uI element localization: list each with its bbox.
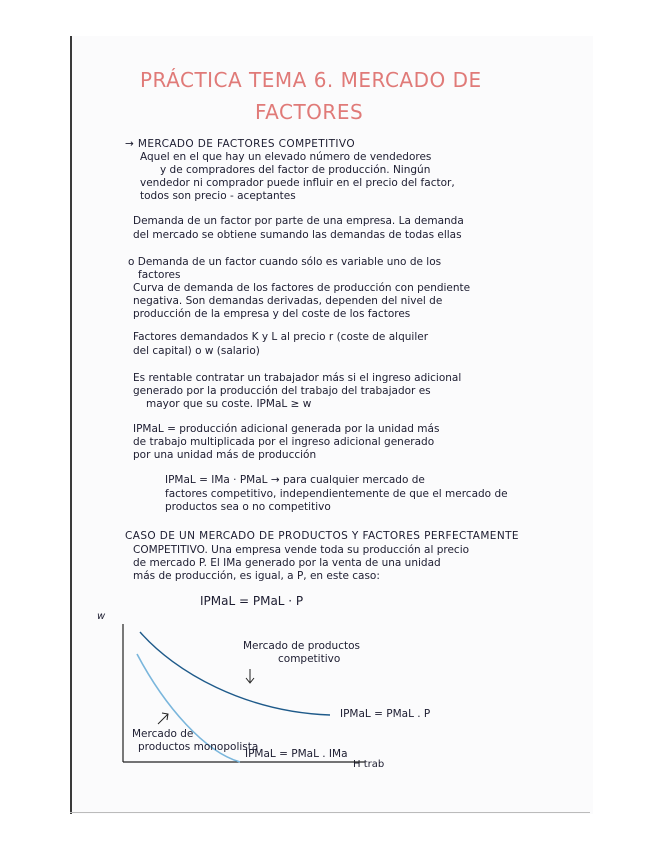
page-left-edge [70,36,72,814]
text-line: COMPETITIVO. Una empresa vende toda su producción al precio [133,544,470,556]
text-line: producción de la empresa y del coste de los factores [133,308,411,320]
x-axis-label: H trab [353,759,385,770]
text-line: del capital) o w (salario) [133,345,260,357]
text-line: del mercado se obtiene sumando las demandas de todas ellas [133,229,462,241]
text-line: Es rentable contratar un trabajador más si el ingreso adicional [133,372,462,384]
text-line: mayor que su coste. IPMaL ≥ w [146,398,312,410]
text-line: y de compradores del factor de producción. Ningún [160,164,431,176]
text-line: factores competitivo, independientemente de que el mercado de [165,488,508,500]
text-line: por una unidad más de producción [133,449,317,461]
text-line: de mercado P. El IMa generado por la venta de una unidad [133,557,441,569]
text-line: más de producción, es igual, a P, en este caso: [133,570,380,582]
formula-ipmal: IPMaL = PMaL · P [200,594,304,608]
text-line: o Demanda de un factor cuando sólo es variable uno de los [128,256,442,268]
text-line: Curva de demanda de los factores de producción con pendiente [133,282,471,294]
y-axis-label: w [97,611,106,622]
section-heading-competitive-market: → MERCADO DE FACTORES COMPETITIVO [125,138,355,150]
annotation-competitive-2: competitivo [278,653,341,665]
text-line: Aquel en el que hay un elevado número de vendedores [140,151,432,163]
page-bottom-edge [70,812,590,813]
text-line: factores [138,269,181,281]
text-line: generado por la producción del trabajo del trabajador es [133,385,431,397]
text-line: productos sea o no competitivo [165,501,331,513]
page-title-line-1: PRÁCTICA TEMA 6. MERCADO DE [140,68,482,92]
text-line: de trabajo multiplicada por el ingreso adicional generado [133,436,435,448]
annotation-competitive-1: Mercado de productos [243,640,360,652]
section-heading-perfect-competition: CASO DE UN MERCADO DE PRODUCTOS Y FACTORES PERFECTAMENTE [125,530,519,542]
text-line: Factores demandados K y L al precio r (coste de alquiler [133,331,429,343]
annotation-monopolistic-1: Mercado de [132,728,194,740]
text-line: vendedor ni comprador puede influir en el precio del factor, [140,177,455,189]
text-line: negativa. Son demandas derivadas, dependen del nivel de [133,295,443,307]
page-title-line-2: FACTORES [255,100,364,124]
text-line: todos son precio - aceptantes [140,190,296,202]
label-lower-curve: IPMaL = PMaL . IMa [245,748,348,760]
text-line: Demanda de un factor por parte de una empresa. La demanda [133,215,464,227]
text-line: IPMaL = producción adicional generada por la unidad más [133,423,440,435]
annotation-monopolistic-2: productos monopolista [138,741,259,753]
formula-line: IPMaL = IMa · PMaL → para cualquier mercado de [165,474,425,486]
arrow-up-monopolistic [158,714,168,724]
label-upper-curve: IPMaL = PMaL . P [340,708,431,720]
